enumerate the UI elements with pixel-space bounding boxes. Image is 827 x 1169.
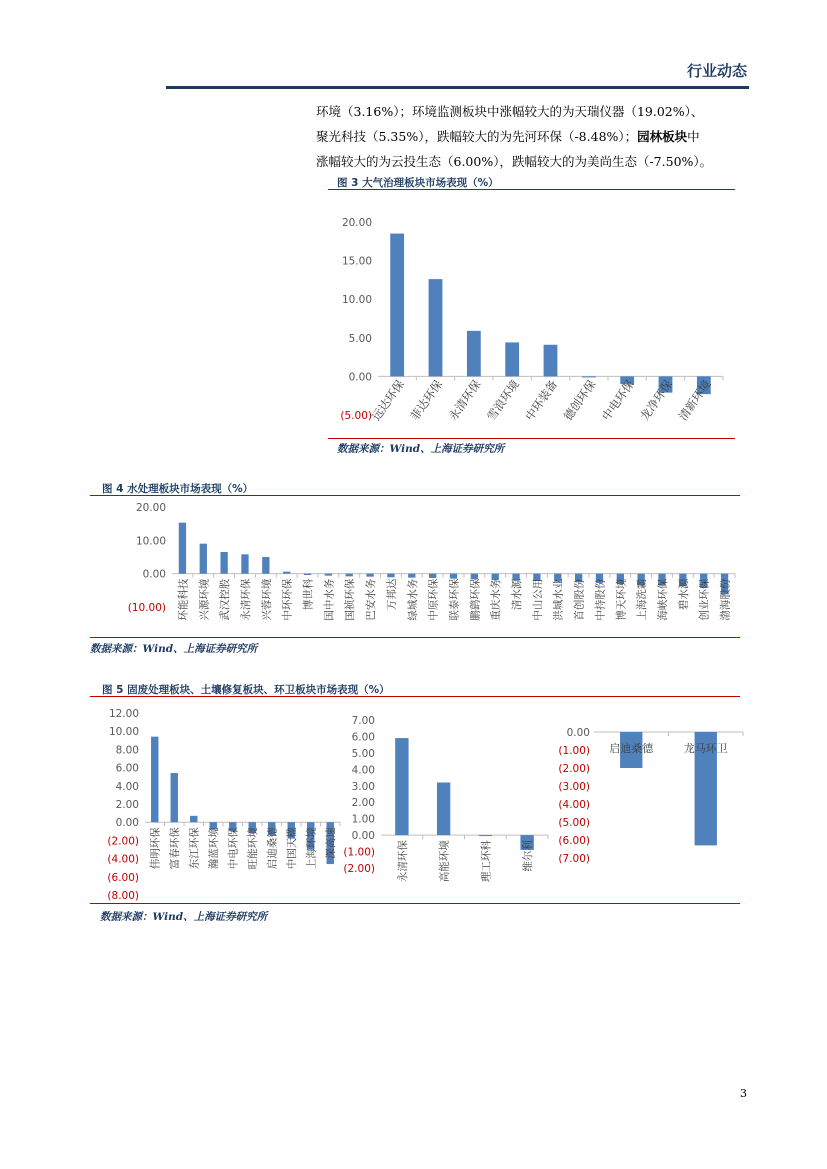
c4-bar-2 [220,552,227,574]
c5b-bar-0 [395,738,408,835]
c4-cat-label-25: 创业环保 [698,578,711,621]
c4-cat-label-12: 中原环保 [427,578,440,621]
paragraph-line-3: 涨幅较大的为云投生态（6.00%），跌幅较大的为美尚生态（-7.50%）。 [316,154,713,169]
header-title: 行业动态 [686,62,747,80]
c4-cat-label-13: 联泰环保 [448,578,461,621]
c4-ytick-3: (10.00) [127,602,166,614]
c3-ytick-3: 5.00 [348,332,372,345]
c3-bar-5 [582,376,596,377]
fig4-title: 图 4 水处理板块市场表现（%） [102,483,254,495]
c4-cat-label-11: 绿城水务 [406,578,419,621]
page-number: 3 [740,1087,747,1100]
c4-cat-label-15: 重庆水务 [490,578,503,621]
c5c-ytick-2: (2.00) [558,763,590,775]
fig3-title: 图 3 大气治理板块市场表现（%） [337,177,499,189]
c5a-cat-label-8: 上海环境 [305,827,318,870]
c3-cat-label-4: 中环装备 [522,377,561,424]
fig5-bottom-rule [90,903,740,904]
c3-cat-label-1: 菲达环保 [407,377,446,424]
c5c-ytick-4: (4.00) [558,799,590,811]
c4-bar-14 [471,574,478,580]
c4-bar-11 [408,574,415,578]
c5b-bar-1 [437,782,450,835]
c4-cat-label-20: 中持股份 [594,578,607,621]
c5b-ytick-3: 4.00 [351,764,375,777]
c3-ytick-5: (5.00) [340,410,372,422]
c3-bar-1 [429,279,443,376]
paragraph-line-2-bold: 园林板块 [637,129,688,144]
c4-cat-label-26: 渤海股份 [719,578,732,621]
c4-cat-label-5: 中环环保 [281,578,294,621]
c3-ytick-0: 20.00 [341,217,372,229]
c4-cat-label-19: 首创股份 [573,578,586,621]
c4-cat-label-17: 中山公用 [531,578,544,621]
c4-cat-label-14: 鹏鹞环保 [469,578,482,621]
c5b-ytick-7: 0.00 [351,830,375,843]
c5a-bar-0 [151,737,158,823]
fig4-bottom-rule [90,637,740,638]
c4-cat-label-1: 兴源环境 [198,578,211,621]
c5a-cat-label-2: 东江环保 [188,827,201,870]
c5b-ytick-8: (1.00) [343,846,375,859]
c4-bar-13 [450,574,457,579]
c3-bar-4 [544,345,558,377]
c5a-ytick-4: 4.00 [115,780,139,793]
c4-cat-label-0: 环能科技 [177,578,190,621]
c5c-cat-label-1: 龙马环卫 [683,742,728,755]
c5a-cat-label-1: 富春环保 [169,827,182,870]
c4-bar-1 [200,544,207,574]
c5b-ytick-5: 2.00 [351,797,375,810]
fig3-bottom-rule [328,438,735,439]
c4-cat-label-21: 博天环境 [615,578,628,621]
c5a-ytick-10: (8.00) [107,890,139,902]
c4-cat-label-7: 国中水务 [323,578,336,621]
paragraph-line-2c: 中 [687,129,700,144]
c4-bar-7 [325,574,332,576]
c5c-ytick-6: (6.00) [558,835,590,847]
chart-fig3 [328,200,738,438]
c4-bar-0 [179,523,186,574]
c5c-ytick-7: (7.00) [558,853,590,865]
c5a-ytick-9: (6.00) [107,871,139,884]
c5a-bar-1 [171,773,178,822]
c5b-ytick-2: 5.00 [351,747,375,760]
chart-fig5-soil [338,710,553,903]
c3-ytick-4: 0.00 [348,371,372,384]
chart-fig5-solid-waste [90,703,350,903]
c4-cat-label-16: 清水源 [511,578,524,611]
c3-ytick-2: 10.00 [341,294,372,307]
c5a-cat-label-9: 深高速 [325,827,338,859]
c3-bar-2 [467,331,481,377]
c5a-cat-label-7: 中国天楹 [286,827,299,870]
c5b-ytick-6: 1.00 [351,813,375,826]
c4-cat-label-18: 洪城水业 [552,578,565,621]
c5a-ytick-5: 2.00 [115,799,139,811]
c5b-bar-2 [479,835,492,836]
c4-cat-label-23: 海峡环保 [657,578,670,621]
c4-cat-label-24: 碧水源 [677,578,690,611]
c4-bar-3 [241,554,248,573]
fig3-source: 数据来源：Wind、上海证券研究所 [337,443,505,455]
c5a-cat-label-0: 伟明环保 [149,827,162,870]
c4-bar-5 [283,572,290,574]
c4-cat-label-3: 永清环保 [239,578,252,621]
header-rule [166,86,749,89]
c4-cat-label-2: 武汉控股 [219,578,232,621]
c3-cat-label-7: 龙净环保 [637,377,676,424]
paragraph-line-1: 环境（3.16%）；环境监测板块中涨幅较大的为天瑞仪器（19.02%）、 [316,104,704,119]
c5a-ytick-6: 0.00 [115,817,139,830]
c5a-cat-label-3: 瀚蓝环境 [208,827,221,870]
c5c-ytick-3: (3.00) [558,781,590,793]
c3-cat-label-0: 远达环保 [369,377,407,424]
c3-cat-label-3: 雪浪环境 [484,377,522,424]
c5a-ytick-2: 8.00 [115,744,139,757]
c3-cat-label-2: 永清环保 [445,377,484,424]
c4-cat-label-4: 兴蓉环境 [260,578,273,621]
paragraph-line-2a: 聚光科技（5.35%），跌幅较大的为先河环保（-8.48%）； [316,129,638,144]
c5b-ytick-0: 7.00 [351,715,375,727]
c4-ytick-2: 0.00 [142,568,166,581]
c4-cat-label-10: 万邦达 [385,578,398,611]
c4-bar-8 [346,574,353,577]
c4-ytick-1: 10.00 [135,535,166,548]
body-paragraph [316,99,752,174]
c5a-ytick-1: 10.00 [108,726,139,739]
c5c-ytick-0: 0.00 [566,727,590,739]
c3-cat-label-5: 德创环保 [560,377,599,424]
c4-bar-10 [387,574,394,578]
fig5-top-rule [90,696,740,697]
c5b-ytick-1: 6.00 [351,731,375,744]
c5b-cat-label-2: 理工环科 [480,840,493,883]
paragraph-line-2 [316,124,752,149]
fig4-top-rule [90,495,740,496]
c4-cat-label-6: 博世科 [302,578,315,611]
c5a-ytick-0: 12.00 [108,708,139,720]
c5a-ytick-7: (2.00) [107,835,139,848]
fig5-source: 数据来源：Wind、上海证券研究所 [100,911,268,923]
c4-cat-label-9: 巴安水务 [365,578,378,621]
c5a-cat-label-6: 启迪桑德 [266,827,279,870]
c5a-ytick-8: (4.00) [107,853,139,866]
c5c-cat-label-0: 启迪桑德 [609,742,654,755]
c5b-cat-label-0: 永清环保 [396,840,409,883]
c5b-ytick-4: 3.00 [351,780,375,793]
fig3-top-rule [328,189,735,190]
c4-cat-label-22: 上海洗霸 [636,578,649,621]
c5a-ytick-3: 6.00 [115,762,139,775]
c5a-bar-2 [190,816,197,822]
c5c-ytick-1: (1.00) [558,745,590,757]
c5b-cat-label-3: 维尔利 [522,840,535,872]
c4-bar-12 [429,574,436,578]
c4-bar-6 [304,574,311,575]
c5a-cat-label-5: 旺能环境 [247,827,260,870]
c3-bar-0 [390,234,404,377]
chart-fig4 [90,497,742,637]
c5c-ytick-5: (5.00) [558,817,590,829]
c4-cat-label-8: 国祯环保 [344,578,357,621]
c5b-ytick-9: (2.00) [343,863,375,875]
c4-ytick-0: 20.00 [135,502,166,514]
c3-ytick-1: 15.00 [341,255,372,268]
fig4-source: 数据来源：Wind、上海证券研究所 [90,643,258,655]
c3-bar-3 [505,342,519,376]
chart-fig5-sanitation [538,722,750,872]
c4-bar-9 [366,574,373,577]
fig5-title: 图 5 固废处理板块、土壤修复板块、环卫板块市场表现（%） [102,684,390,696]
c4-bar-4 [262,557,269,574]
c3-cat-label-8: 清新环境 [675,377,714,424]
c5b-cat-label-1: 高能环境 [438,840,451,883]
c3-cat-label-6: 中电环保 [599,377,637,424]
c5a-cat-label-4: 中电环保 [227,827,240,870]
